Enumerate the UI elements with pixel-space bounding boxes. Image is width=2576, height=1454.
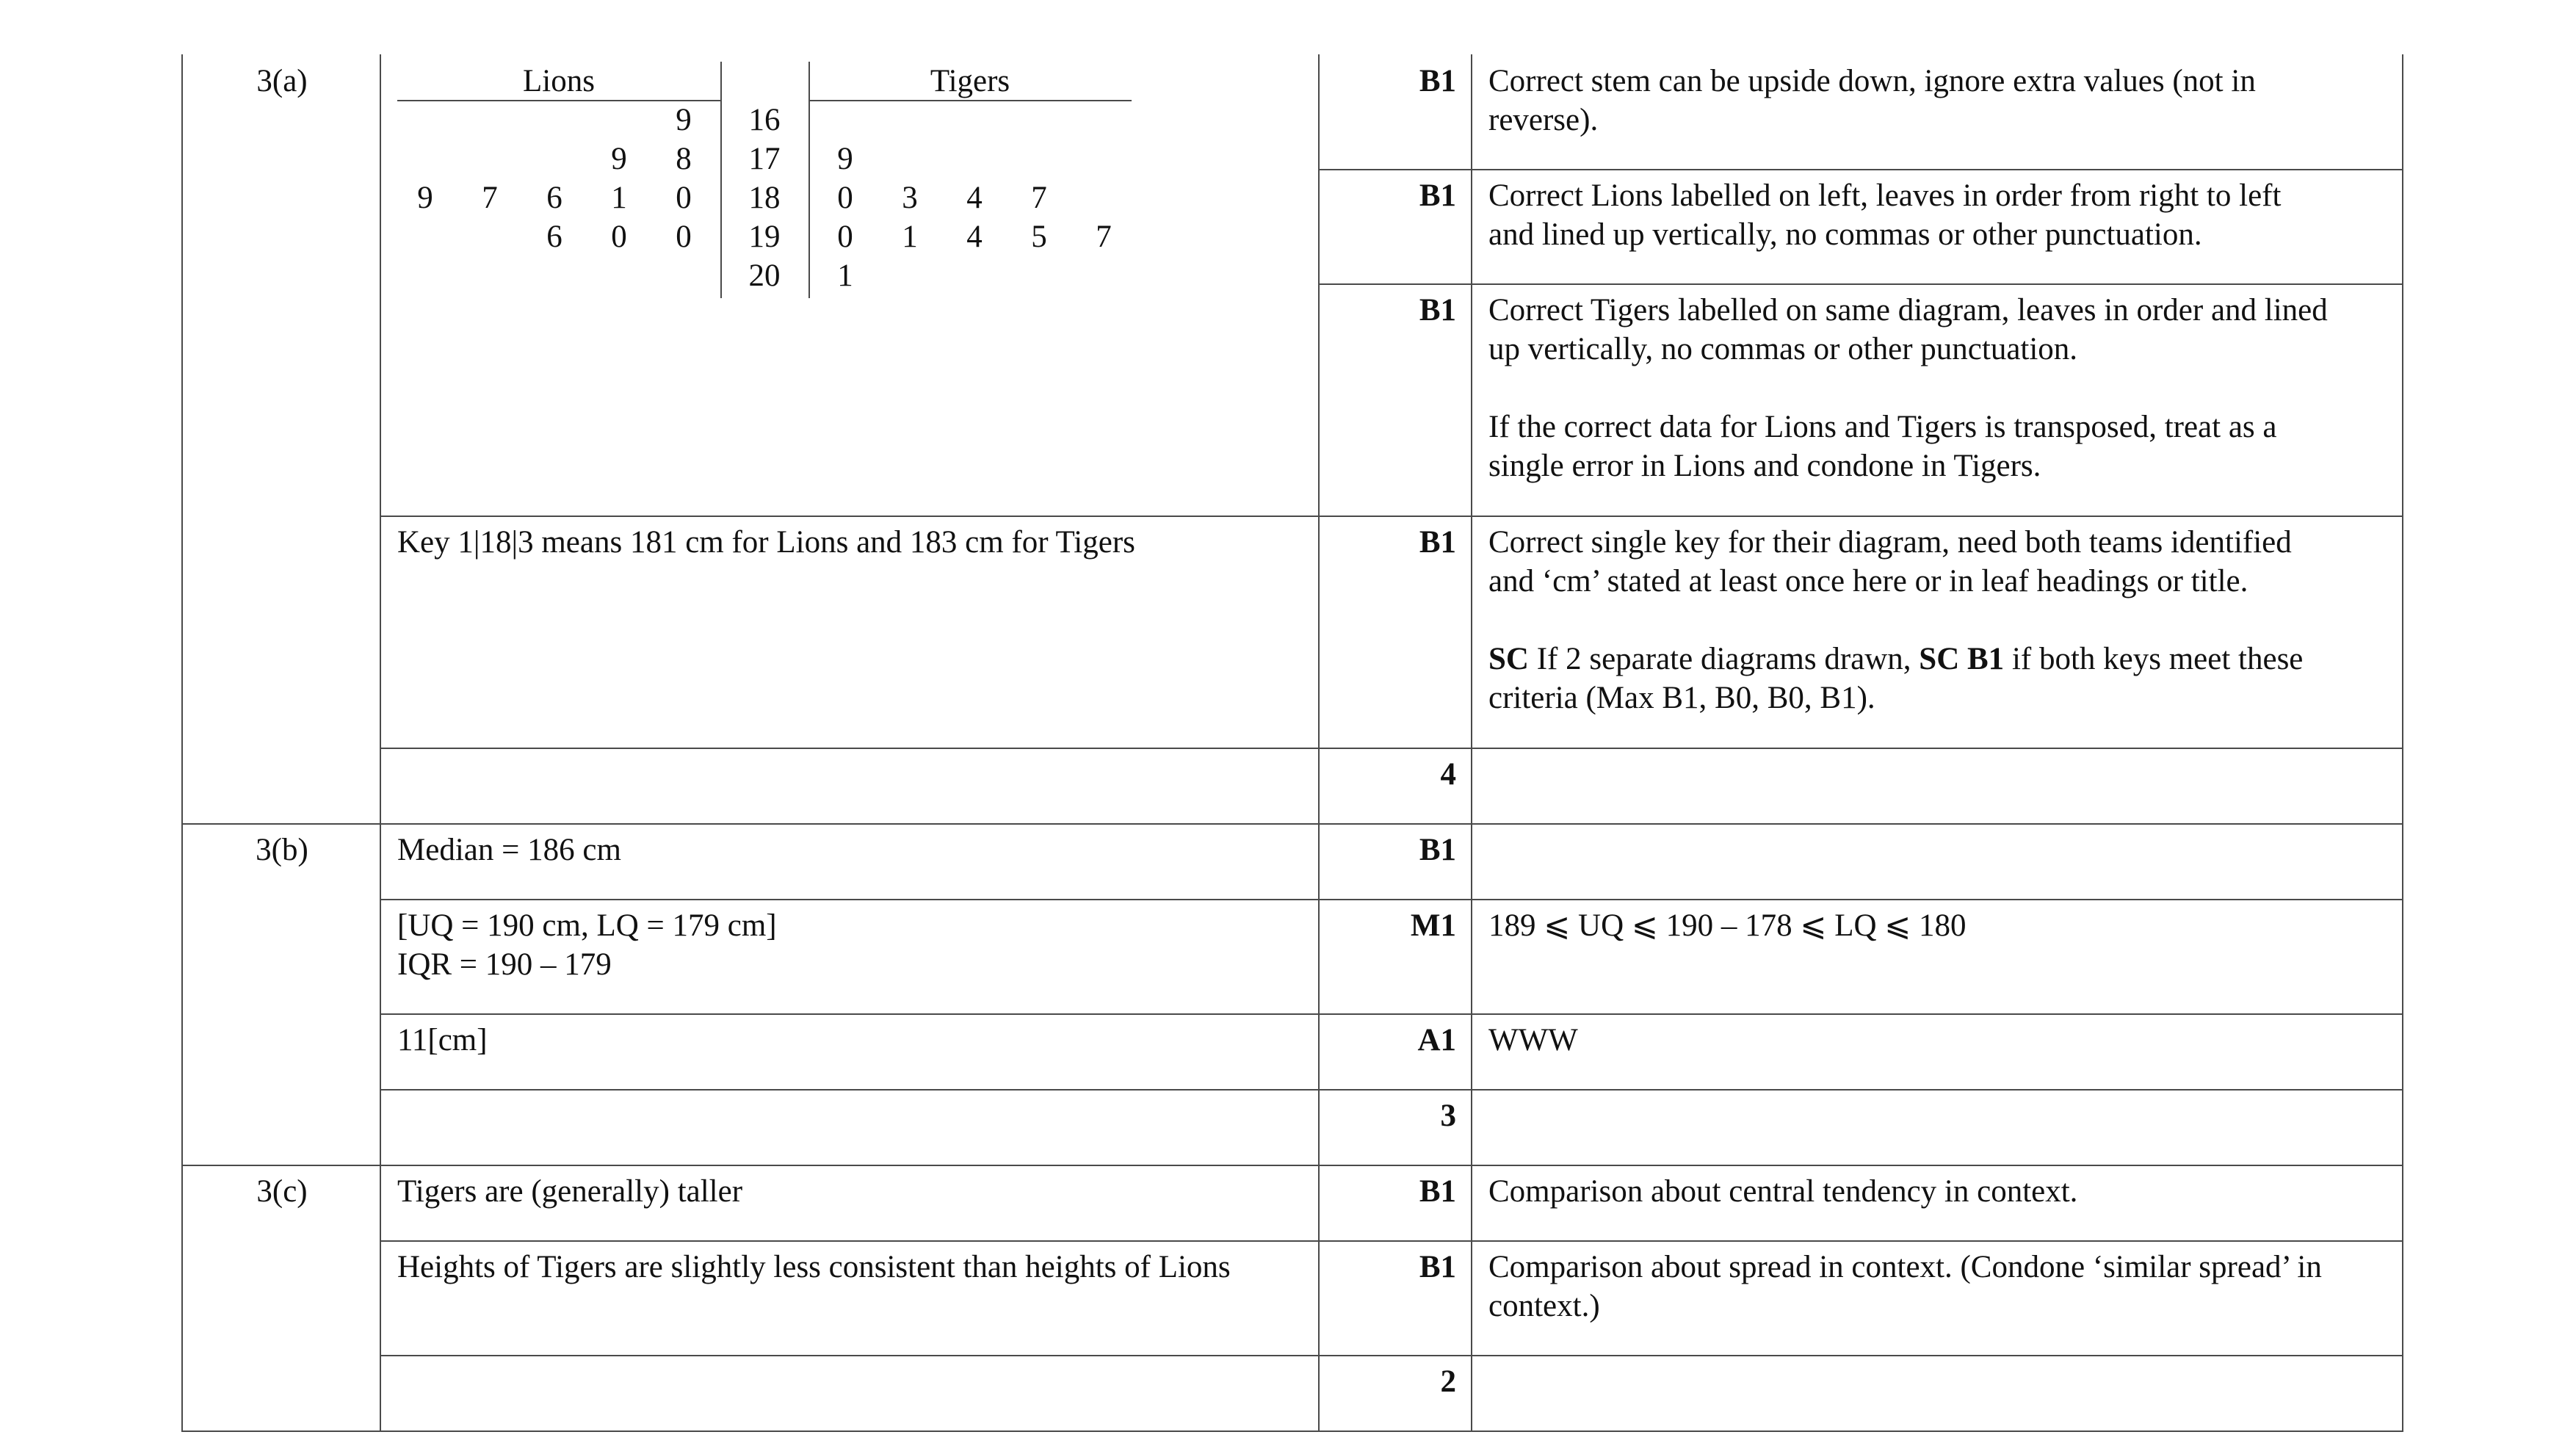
lions-leaf: 6 [546, 220, 562, 254]
stem-value: 19 [748, 220, 781, 254]
tigers-leaf: 0 [837, 181, 853, 215]
total-3c: 2 [1319, 1356, 1472, 1431]
guidance-3b-3: WWW [1472, 1014, 2403, 1090]
mark-3a-1: B1 [1319, 55, 1472, 170]
total-3a: 4 [1319, 748, 1472, 824]
guidance-3b-1 [1472, 824, 2403, 900]
guidance-line: If the correct data for Lions and Tigers is transposed, treat as a [1488, 410, 2277, 444]
tigers-leaf: 9 [837, 142, 853, 176]
lions-heading: Lions [523, 64, 595, 98]
question-label-3c: 3(c) [182, 1165, 380, 1431]
tigers-leaf: 4 [966, 220, 983, 254]
lions-leaf: 0 [676, 220, 692, 254]
stem-left-divider [720, 62, 722, 298]
mark-3b-3: A1 [1319, 1014, 1472, 1090]
lions-leaf: 0 [611, 220, 627, 254]
lions-leaf: 9 [417, 181, 433, 215]
lions-leaf: 8 [676, 142, 692, 176]
mark-3b-2: M1 [1319, 900, 1472, 1014]
lions-leaf: 7 [482, 181, 498, 215]
mark-scheme-table [181, 54, 2403, 1432]
stem-and-leaf-cell [380, 55, 1319, 516]
answer-3c-1: Tigers are (generally) taller [380, 1165, 1319, 1241]
lions-leaf: 6 [546, 181, 562, 215]
answer-line: [UQ = 190 cm, LQ = 179 cm] [397, 908, 777, 943]
mark-3c-2: B1 [1319, 1241, 1472, 1356]
sc-label: SC [1488, 642, 1529, 676]
answer-3b-3: 11[cm] [380, 1014, 1319, 1090]
tigers-leaf: 5 [1031, 220, 1047, 254]
question-label-3a: 3(a) [182, 55, 380, 824]
tigers-leaf: 7 [1096, 220, 1112, 254]
mark-3a-3: B1 [1319, 284, 1472, 516]
empty-guidance-cell [1472, 1090, 2403, 1165]
guidance-line: criteria (Max B1, B0, B0, B1). [1488, 681, 1875, 715]
answer-3b-1: Median = 186 cm [380, 824, 1319, 900]
guidance-3a-3 [1472, 284, 2403, 516]
tigers-leaf: 0 [837, 220, 853, 254]
guidance-line: Comparison about spread in context. (Condone ‘similar spread’ in [1488, 1250, 2322, 1284]
question-label-3b: 3(b) [182, 824, 380, 1165]
lions-leaf: 9 [611, 142, 627, 176]
empty-guidance-cell [1472, 1356, 2403, 1431]
tigers-underline [808, 100, 1132, 101]
guidance-3a-1 [1472, 55, 2403, 170]
guidance-line: reverse). [1488, 103, 1599, 137]
sc-text: If 2 separate diagrams drawn, [1528, 642, 1920, 676]
mark-3a-key: B1 [1319, 516, 1472, 748]
guidance-line: Correct Lions labelled on left, leaves in order from right to left [1488, 178, 2282, 213]
guidance-line: Correct Tigers labelled on same diagram, leaves in order and lined [1488, 293, 2328, 328]
guidance-3b-2: 189 ⩽ UQ ⩽ 190 – 178 ⩽ LQ ⩽ 180 [1472, 900, 2403, 1014]
tigers-heading: Tigers [930, 64, 1010, 98]
special-case-note [1488, 640, 2387, 679]
lions-leaf: 1 [611, 181, 627, 215]
empty-guidance-cell [1472, 748, 2403, 824]
lions-leaf: 0 [676, 181, 692, 215]
guidance-line: and lined up vertically, no commas or other punctuation. [1488, 217, 2202, 252]
mark-3c-1: B1 [1319, 1165, 1472, 1241]
guidance-line: Correct single key for their diagram, need both teams identified [1488, 525, 2292, 560]
sc-b1-label: SC B1 [1919, 642, 2005, 676]
guidance-line: up vertically, no commas or other punctuation. [1488, 332, 2078, 366]
tigers-leaf: 1 [837, 258, 853, 293]
stem-value: 20 [748, 258, 781, 293]
guidance-3c-1: Comparison about central tendency in context. [1472, 1165, 2403, 1241]
stem-and-leaf-diagram [397, 62, 1303, 304]
guidance-line: and ‘cm’ stated at least once here or in leaf headings or title. [1488, 564, 2248, 598]
lions-leaf: 9 [676, 103, 692, 137]
mark-3b-1: B1 [1319, 824, 1472, 900]
empty-answer-cell [380, 1356, 1319, 1431]
tigers-leaf: 4 [966, 181, 983, 215]
answer-line: IQR = 190 – 179 [397, 947, 612, 982]
guidance-line: Correct stem can be upside down, ignore extra values (not in [1488, 64, 2256, 98]
answer-3c-2: Heights of Tigers are slightly less consistent than heights of Lions [380, 1241, 1319, 1356]
sc-text: if both keys meet these [2004, 642, 2304, 676]
stem-value: 18 [748, 181, 781, 215]
guidance-3a-key [1472, 516, 2403, 748]
guidance-3a-2 [1472, 170, 2403, 284]
tigers-leaf: 1 [902, 220, 918, 254]
guidance-3c-2 [1472, 1241, 2403, 1356]
empty-answer-cell [380, 1090, 1319, 1165]
stem-value: 17 [748, 142, 781, 176]
tigers-leaf: 7 [1031, 181, 1047, 215]
total-3b: 3 [1319, 1090, 1472, 1165]
mark-3a-2: B1 [1319, 170, 1472, 284]
empty-answer-cell [380, 748, 1319, 824]
guidance-line: context.) [1488, 1289, 1600, 1323]
key-answer: Key 1|18|3 means 181 cm for Lions and 183 cm for Tigers [380, 516, 1319, 748]
stem-value: 16 [748, 103, 781, 137]
answer-3b-2 [380, 900, 1319, 1014]
tigers-leaf: 3 [902, 181, 918, 215]
guidance-line: single error in Lions and condone in Tigers. [1488, 449, 2041, 483]
stem-right-divider [808, 62, 810, 298]
